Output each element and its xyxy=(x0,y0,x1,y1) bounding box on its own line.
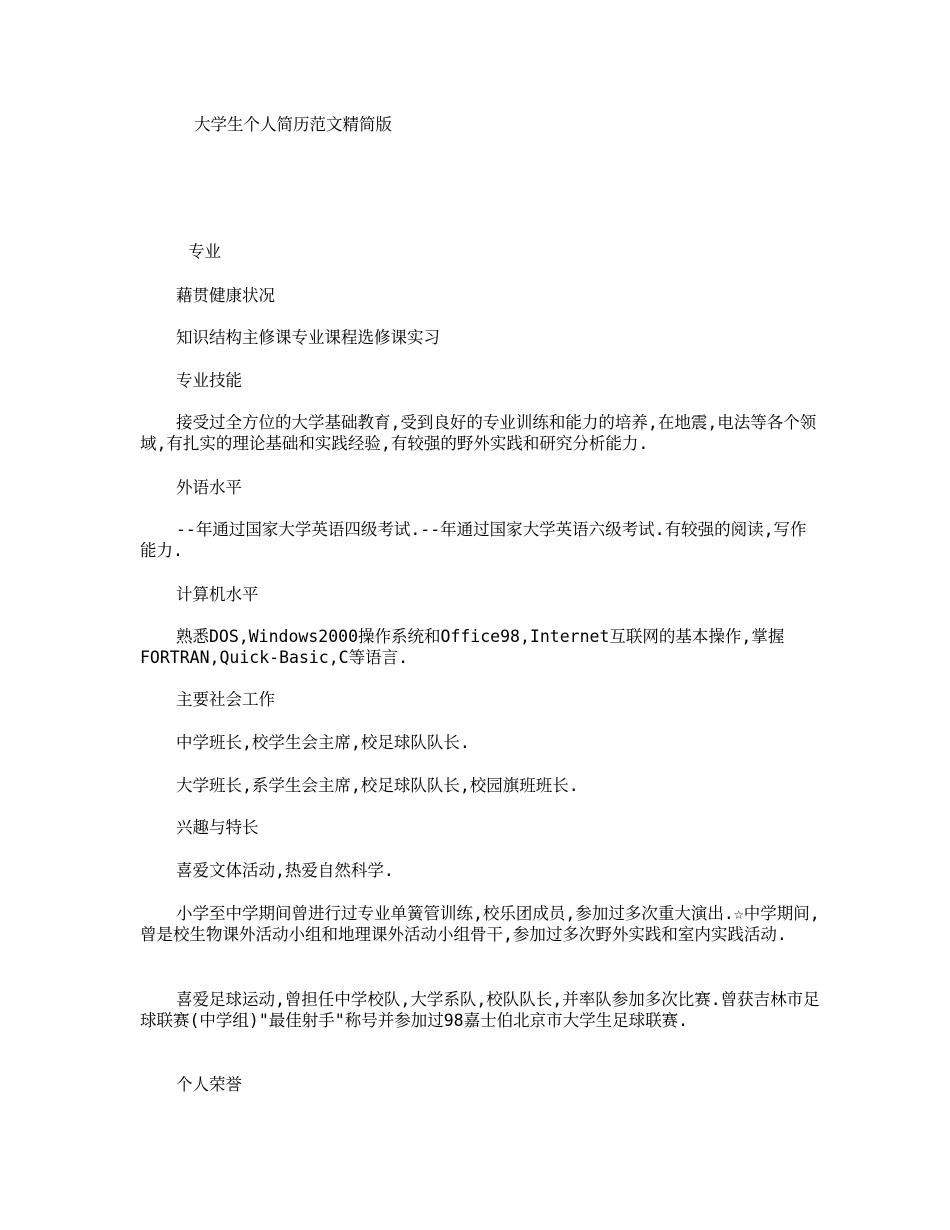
label-interests: 兴趣与特长 xyxy=(176,818,259,837)
label-major: 专业 xyxy=(188,242,221,261)
label-skills: 专业技能 xyxy=(176,371,242,390)
document-title: 大学生个人简历范文精简版 xyxy=(194,115,392,134)
social-work-line-1: 中学班长,校学生会主席,校足球队队长. xyxy=(176,733,470,752)
computer-paragraph: 熟悉DOS,Windows2000操作系统和Office98,Internet互联网的基本操作,掌握FORTRAN,Quick-Basic,C等语言. xyxy=(140,627,785,667)
social-work-line-2: 大学班长,系学生会主席,校足球队队长,校园旗班班长. xyxy=(176,776,579,795)
label-knowledge: 知识结构主修课专业课程选修课实习 xyxy=(176,328,440,347)
skills-paragraph: 接受过全方位的大学基础教育,受到良好的专业训练和能力的培养,在地震,电法等各个领域,有扎实的理论基础和实践经验,有较强的野外实践和研究分析能力. xyxy=(140,413,817,453)
interests-line-1: 喜爱文体活动,热爱自然科学. xyxy=(176,861,394,880)
label-origin-health: 藉贯健康状况 xyxy=(176,286,275,305)
label-computer: 计算机水平 xyxy=(176,585,259,604)
label-honors: 个人荣誉 xyxy=(176,1075,242,1094)
label-social-work: 主要社会工作 xyxy=(176,690,275,709)
label-language: 外语水平 xyxy=(176,478,242,497)
language-paragraph: --年通过国家大学英语四级考试.--年通过国家大学英语六级考试.有较强的阅读,写作能力. xyxy=(140,520,807,560)
interests-paragraph-2: 小学至中学期间曾进行过专业单簧管训练,校乐团成员,参加过多次重大演出.☆中学期间,曾是校生物课外活动小组和地理课外活动小组骨干,参加过多次野外实践和室内实践活动. xyxy=(140,904,820,944)
interests-paragraph-3: 喜爱足球运动,曾担任中学校队,大学系队,校队队长,并率队参加多次比赛.曾获吉林市足球联赛(中学组)"最佳射手"称号并参加过98嘉士伯北京市大学生足球联赛. xyxy=(140,990,820,1030)
